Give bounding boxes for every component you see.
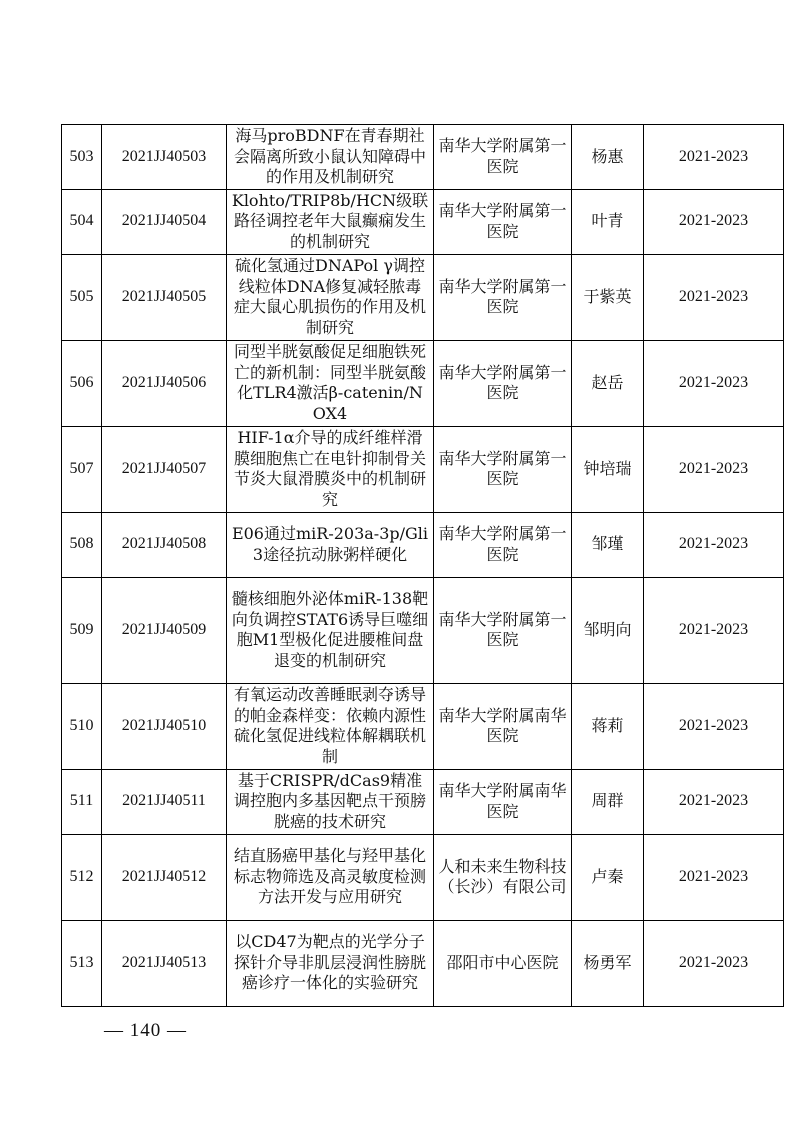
project-period: 2021-2023 <box>644 512 784 577</box>
row-number: 505 <box>62 254 102 340</box>
project-code: 2021JJ40508 <box>102 512 227 577</box>
table-row <box>62 577 784 683</box>
project-leader: 邹明向 <box>572 577 644 683</box>
project-table <box>61 124 784 1007</box>
row-number: 512 <box>62 834 102 920</box>
project-leader: 杨勇军 <box>572 920 644 1006</box>
table-row <box>62 512 784 577</box>
project-period: 2021-2023 <box>644 920 784 1006</box>
host-institution: 南华大学附属第一医院 <box>434 340 572 426</box>
project-code: 2021JJ40512 <box>102 834 227 920</box>
project-title: HIF-1α介导的成纤维样滑膜细胞焦亡在电针抑制骨关节炎大鼠滑膜炎中的机制研究 <box>227 426 434 512</box>
project-leader: 卢秦 <box>572 834 644 920</box>
project-period: 2021-2023 <box>644 426 784 512</box>
project-title: Klohto/TRIP8b/HCN级联路径调控老年大鼠癫痫发生的机制研究 <box>227 189 434 254</box>
table-row <box>62 769 784 834</box>
project-period: 2021-2023 <box>644 125 784 190</box>
project-title: 有氧运动改善睡眠剥夺诱导的帕金森样变：依赖内源性硫化氢促进线粒体解耦联机制 <box>227 683 434 769</box>
project-code: 2021JJ40505 <box>102 254 227 340</box>
host-institution: 南华大学附属第一医院 <box>434 254 572 340</box>
host-institution: 人和未来生物科技（长沙）有限公司 <box>434 834 572 920</box>
project-leader: 叶青 <box>572 189 644 254</box>
host-institution: 南华大学附属第一医院 <box>434 426 572 512</box>
host-institution: 南华大学附属第一医院 <box>434 512 572 577</box>
project-leader: 邹瑾 <box>572 512 644 577</box>
project-leader: 赵岳 <box>572 340 644 426</box>
project-leader: 蒋莉 <box>572 683 644 769</box>
row-number: 511 <box>62 769 102 834</box>
host-institution: 南华大学附属第一医院 <box>434 577 572 683</box>
row-number: 506 <box>62 340 102 426</box>
project-leader: 杨惠 <box>572 125 644 190</box>
table-row <box>62 254 784 340</box>
host-institution: 南华大学附属第一医院 <box>434 125 572 190</box>
project-period: 2021-2023 <box>644 769 784 834</box>
project-period: 2021-2023 <box>644 189 784 254</box>
page-number: — 140 — <box>104 1020 187 1041</box>
project-leader: 钟培瑞 <box>572 426 644 512</box>
project-code: 2021JJ40513 <box>102 920 227 1006</box>
table-row <box>62 683 784 769</box>
row-number: 510 <box>62 683 102 769</box>
project-title: E06通过miR-203a-3p/Gli3途径抗动脉粥样硬化 <box>227 512 434 577</box>
project-code: 2021JJ40504 <box>102 189 227 254</box>
project-title: 硫化氢通过DNAPol γ调控线粒体DNA修复减轻脓毒症大鼠心肌损伤的作用及机制研究 <box>227 254 434 340</box>
host-institution: 南华大学附属南华医院 <box>434 769 572 834</box>
row-number: 508 <box>62 512 102 577</box>
project-period: 2021-2023 <box>644 834 784 920</box>
project-period: 2021-2023 <box>644 577 784 683</box>
project-period: 2021-2023 <box>644 340 784 426</box>
host-institution: 南华大学附属第一医院 <box>434 189 572 254</box>
project-title: 结直肠癌甲基化与羟甲基化标志物筛选及高灵敏度检测方法开发与应用研究 <box>227 834 434 920</box>
project-title: 同型半胱氨酸促足细胞铁死亡的新机制：同型半胱氨酸化TLR4激活β-catenin/NOX4 <box>227 340 434 426</box>
table-row <box>62 920 784 1006</box>
table-row <box>62 125 784 190</box>
project-code: 2021JJ40510 <box>102 683 227 769</box>
project-leader: 周群 <box>572 769 644 834</box>
row-number: 503 <box>62 125 102 190</box>
project-title: 以CD47为靶点的光学分子探针介导非肌层浸润性膀胱癌诊疗一体化的实验研究 <box>227 920 434 1006</box>
project-title: 基于CRISPR/dCas9精准调控胞内多基因靶点干预膀胱癌的技术研究 <box>227 769 434 834</box>
project-code: 2021JJ40509 <box>102 577 227 683</box>
table-row <box>62 340 784 426</box>
project-title: 海马proBDNF在青春期社会隔离所致小鼠认知障碍中的作用及机制研究 <box>227 125 434 190</box>
project-code: 2021JJ40511 <box>102 769 227 834</box>
project-period: 2021-2023 <box>644 683 784 769</box>
project-table-body <box>62 125 784 1007</box>
table-row <box>62 834 784 920</box>
project-code: 2021JJ40507 <box>102 426 227 512</box>
row-number: 513 <box>62 920 102 1006</box>
host-institution: 南华大学附属南华医院 <box>434 683 572 769</box>
project-code: 2021JJ40506 <box>102 340 227 426</box>
project-period: 2021-2023 <box>644 254 784 340</box>
row-number: 504 <box>62 189 102 254</box>
project-code: 2021JJ40503 <box>102 125 227 190</box>
row-number: 509 <box>62 577 102 683</box>
project-title: 髓核细胞外泌体miR-138靶向负调控STAT6诱导巨噬细胞M1型极化促进腰椎间盘退变的机制研究 <box>227 577 434 683</box>
table-row <box>62 426 784 512</box>
host-institution: 邵阳市中心医院 <box>434 920 572 1006</box>
row-number: 507 <box>62 426 102 512</box>
project-leader: 于紫英 <box>572 254 644 340</box>
table-row <box>62 189 784 254</box>
